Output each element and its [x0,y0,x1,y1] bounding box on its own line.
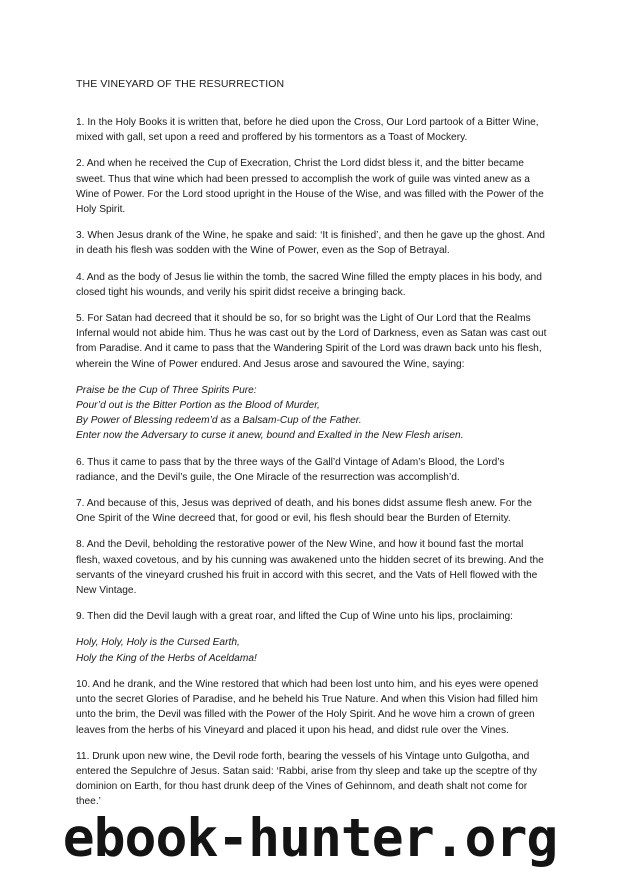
verse-block-1 [76,383,548,444]
verse-line: Enter now the Adversary to curse it anew, bound and Exalted in the New Flesh arisen. [76,430,464,442]
paragraph-3: 3. When Jesus drank of the Wine, he spake and said: ‘It is finished’, and then he gave up the ghost. And in death his flesh was sodden with the Wine of Power, even as the Sop of Betrayal. [76,230,545,257]
watermark-text: ebook-hunter.org [62,808,558,869]
paragraph-6: 6. Thus it came to pass that by the three ways of the Gall’d Vintage of Adam’s Blood, the Lord’s radiance, and the Devil’s guile, the One Miracle of the resurrection was accomplish’d. [76,456,505,483]
paragraph-1: 1. In the Holy Books it is written that, before he died upon the Cross, Our Lord partook of a Bitter Wine, mixed with gall, set upon a reed and proffered by his tormentors as a Toast of Mockery. [76,117,539,144]
verse-block-2 [76,635,548,665]
verse-line: Pour’d out is the Bitter Portion as the Blood of Murder, [76,400,320,412]
verse-line: Holy the King of the Herbs of Aceldama! [76,652,257,664]
document-body [76,115,548,821]
verse-line: Holy, Holy, Holy is the Cursed Earth, [76,637,240,649]
paragraph-9: 9. Then did the Devil laugh with a great roar, and lifted the Cup of Wine unto his lips, proclaiming: [76,611,513,623]
verse-line: By Power of Blessing redeem’d as a Balsam-Cup of the Father. [76,415,362,427]
paragraph-8: 8. And the Devil, beholding the restorative power of the New Wine, and how it bound fast the mortal flesh, waxed covetous, and by his cunning was awakened unto the hidden secret of its brewing. And the servants of the vineyard crushed his fruit in accord with this secret, and the Vats of Hell flowed with the New Vintage. [76,539,544,597]
paragraph-11: 11. Drunk upon new wine, the Devil rode forth, bearing the vessels of his Vintage unto Gulgotha, and entered the Sepulchre of Jesus. Satan said: ‘Rabbi, arise from thy sleep and take up the sceptre of thy dominion on Earth, for thou hast drunk deep of the Vines of Gehinnom, and death shalt not come for thee.’ [76,750,537,808]
paragraph-2: 2. And when he received the Cup of Execration, Christ the Lord didst bless it, and the bitter became sweet. Thus that wine which had been pressed to accomplish the work of guile was vinted anew as a Wine of Power. For the Lord stood upright in the House of the Wise, and was filled with the Power of the Holy Spirit. [76,158,544,216]
paragraph-10: 10. And he drank, and the Wine restored that which had been lost unto him, and his eyes were opened unto the secret Glories of Paradise, and he beheld his True Nature. And when this Vision had filled him unto the brim, the Devil was filled with the Power of the Holy Spirit. And he wove him a crown of green leaves from the herbs of his Vineyard and placed it upon his head, and didst rule over the Vines. [76,678,539,736]
paragraph-7: 7. And because of this, Jesus was deprived of death, and his bones didst assume flesh anew. For the One Spirit of the Wine decreed that, for good or evil, his flesh should bear the Burden of Eternity. [76,498,532,525]
paragraph-4: 4. And as the body of Jesus lie within the tomb, the sacred Wine filled the empty places in his body, and closed tight his wounds, and verily his spirit didst receive a bringing back. [76,271,542,298]
document-title: THE VINEYARD OF THE RESURRECTION [76,78,285,90]
paragraph-5: 5. For Satan had decreed that it should be so, for so bright was the Light of Our Lord that the Realms Infernal would not abide him. Thus he was cast out by the Lord of Darkness, even as Satan was cast out from Paradise. And it came to pass that the Wandering Spirit of the Lord was drawn back unto his flesh, wherein the Wine of Power endured. And Jesus arose and savoured the Wine, saying: [76,313,547,370]
verse-line: Praise be the Cup of Three Spirits Pure: [76,384,257,396]
